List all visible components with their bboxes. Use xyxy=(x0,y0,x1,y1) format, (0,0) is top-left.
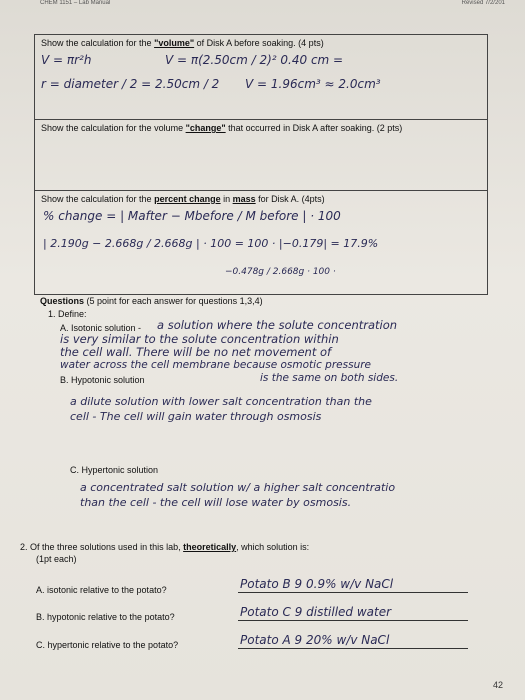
percent-prompt: Show the calculation for the percent change in mass for Disk A. (4pts) xyxy=(41,194,325,204)
change-cell xyxy=(35,120,487,191)
hypertonic-label: C. Hypertonic solution xyxy=(70,465,159,475)
q2b-label: B. hypotonic relative to the potato? xyxy=(36,612,175,622)
q2a-underline xyxy=(238,592,468,593)
percent-side-work: −0.478g / 2.668g · 100 · xyxy=(225,267,336,277)
percent-formula: % change = | Mafter − Mbefore / M before | · 100 xyxy=(43,209,341,223)
q2c-answer: Potato A 9 20% w/v NaCl xyxy=(240,633,390,647)
isotonic-answer-2: is very similar to the solute concentration within xyxy=(60,332,339,346)
isotonic-answer-3: the cell wall. There will be no net movement of xyxy=(60,345,332,359)
q2c-label: C. hypertonic relative to the potato? xyxy=(36,640,179,650)
volume-cell xyxy=(35,35,487,120)
volume-result: V = 1.96cm³ ≈ 2.0cm³ xyxy=(245,77,381,91)
header-left: CHEM 1151 – Lab Manual xyxy=(40,0,111,6)
isotonic-answer-1: a solution where the solute concentration xyxy=(157,318,398,332)
q2a-label: A. isotonic relative to the potato? xyxy=(36,585,167,595)
radius-calc: r = diameter / 2 = 2.50cm / 2 xyxy=(41,77,220,91)
q1-label: 1. Define: xyxy=(48,309,87,319)
hypotonic-answer-1: a dilute solution with lower salt concentration than the xyxy=(70,395,372,408)
volume-prompt: Show the calculation for the "volume" of Disk A before soaking. (4 pts) xyxy=(41,38,324,48)
hypotonic-answer-2: cell - The cell will gain water through osmosis xyxy=(70,410,322,423)
q2-points: (1pt each) xyxy=(36,554,77,564)
hypertonic-answer-1: a concentrated salt solution w/ a higher salt concentratio xyxy=(80,481,396,494)
page-number: 42 xyxy=(492,680,503,690)
isotonic-answer-5: is the same on both sides. xyxy=(260,372,399,384)
header-right: Revised 7/2/201 xyxy=(461,0,505,6)
q2b-underline xyxy=(238,620,468,621)
calculation-box xyxy=(34,34,488,295)
percent-substitution: | 2.190g − 2.668g / 2.668g | · 100 = 100 · |−0.179| = 17.9% xyxy=(43,237,379,250)
q2b-answer: Potato C 9 distilled water xyxy=(240,605,392,619)
percent-cell xyxy=(35,191,487,294)
q2-text: 2. Of the three solutions used in this lab, theoretically, which solution is: xyxy=(20,542,310,552)
hypertonic-answer-2: than the cell - the cell will lose water by osmosis. xyxy=(80,496,352,509)
isotonic-answer-4: water across the cell membrane because osmotic pressure xyxy=(60,359,372,371)
hypotonic-label: B. Hypotonic solution xyxy=(60,375,145,385)
volume-formula: V = πr²h xyxy=(41,53,92,67)
change-prompt: Show the calculation for the volume "change" that occurred in Disk A after soaking. (2 pts) xyxy=(41,123,403,133)
q2a-answer: Potato B 9 0.9% w/v NaCl xyxy=(240,577,394,591)
q2c-underline xyxy=(238,648,468,649)
volume-substitution: V = π(2.50cm / 2)² 0.40 cm = xyxy=(165,53,344,67)
questions-title: Questions (5 point for each answer for questions 1,3,4) xyxy=(40,296,263,306)
isotonic-label: A. Isotonic solution - xyxy=(60,323,142,333)
